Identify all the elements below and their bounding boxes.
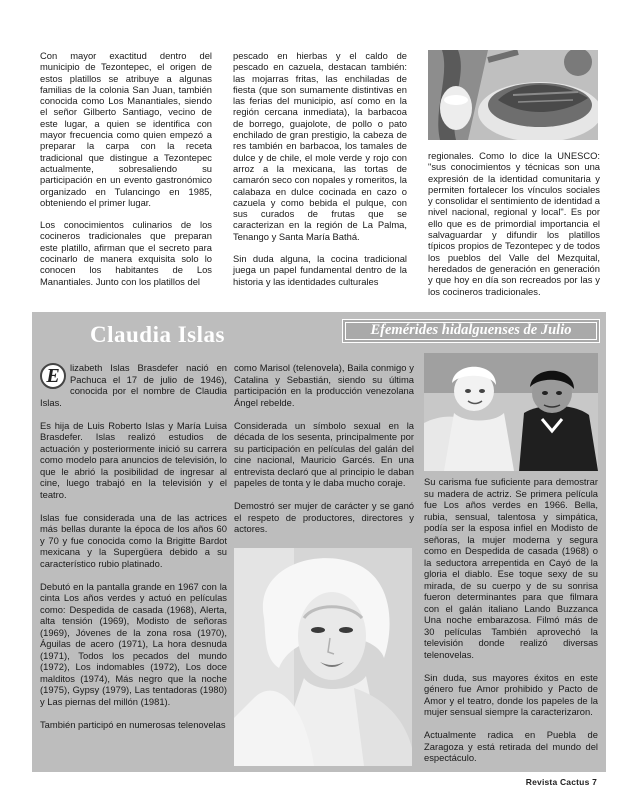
- biography-paragraph: Es hija de Luis Roberto Islas y María Luisa Brasdefer. Islas realizó estudios de actuación y posteriormente inició su carrera como modelo para anuncios de televisión, lo que le abrió la posibilidad de ingresar al cine, luego trabajó en la televisión y el teatro.: [40, 419, 227, 500]
- portrait-photo: [234, 548, 412, 766]
- article-column-3: [428, 150, 600, 308]
- article-paragraph: Con mayor exactitud dentro del municipio de Tezontepec, el origen de estos platillos se atribuye a algunas familias de la colonia San Juan, también conocida como Los Manantiales, siendo el señor Gilberto Santiago, vecino de este lugar, a quien se identifica con mayor frecuencia como quien empezó a preparar la carpa con la receta tradicional que distingue a Tezontepec actualmente, sobresaliendo su participación en un evento gastronómico organizado en Tulancingo en 1985, obteniendo el primer lugar.: [40, 50, 212, 208]
- biography-intro-text: lizabeth Islas Brasdefer nació en Pachuca el 17 de julio de 1946), conocida por el nombre de Claudia Islas.: [40, 362, 227, 408]
- biography-paragraph: Debutó en la pantalla grande en 1967 con la cinta Los años verdes y actuó en películas como: Despedida de casada (1968), Alerta, alta tensión (1969), Modisto de señoras (1969), Jóvenes de la zona rosa (1970), Águilas de acero (1971), La hora desnuda (1971), Todos los pecados del mundo (1972), Los indomables (1972), Los doce malditos (1974), Más negro que la noche (1975), Gypsy (1979), Las tentadoras (1980) y Las piernas del millón (1981).: [40, 580, 227, 707]
- biography-paragraph: Actualmente radica en Puebla de Zaragoza y está retirada del mundo del espectáculo.: [424, 729, 598, 763]
- couple-photo: [424, 353, 598, 471]
- biography-paragraph: Su carisma fue suficiente para demostrar su madera de actriz. Se primera película fue Los años verdes en 1966. Bella, rubia, sensual, talentosa y simpática, podía ser la esposa infiel en Modisto de señoras, la mujer moderna y segura como en Despedida de casada (1968) o la seductora arrepentida en Cayó de la gloria el diablo. Ese toque sexy de su mirada, de su cuerpo y de su sonrisa fueron determinantes para que filmara con el galán italiano Lando Buzzanca Una noche embarazosa. Filmó más de 30 películas También aprovechó la televisión donde realizó diversas telenovelas.: [424, 476, 598, 660]
- biography-paragraph: [40, 362, 227, 408]
- biography-paragraph: Demostró ser mujer de carácter y se ganó el respeto de productores, directores y actores.: [234, 500, 414, 534]
- biography-paragraph: como Marisol (telenovela), Baila conmigo y Catalina y Sebastián, siendo su última participación en la producción venezolana Ángel rebelde.: [234, 362, 414, 408]
- biography-paragraph: También participó en numerosas telenovelas: [40, 718, 226, 730]
- food-photo: [428, 50, 598, 140]
- magazine-name: Revista Cactus: [525, 777, 590, 787]
- biography-column-3: [424, 476, 598, 775]
- drop-cap: E: [40, 363, 66, 389]
- biography-column-1: [40, 362, 227, 742]
- portrait-photo-illustration: [234, 548, 412, 766]
- article-column-2: [233, 50, 407, 298]
- page-number: 7: [592, 777, 597, 787]
- biography-paragraph: Sin duda, sus mayores éxitos en este género fue Amor prohibido y Pacto de Amor y el teatro, donde los papeles de la mujer sensual siempre la caracterizaron.: [424, 671, 598, 717]
- article-paragraph: pescado en hierbas y el caldo de pescado en cazuela, destacan también: las mojarras fritas, las enchiladas de fiesta (que son sumamente distintivas en las ferias del municipio, así como en la región cercana inmediata), la barbacoa de borrego, guajolote, de pollo o pato enchilado de gran prestigio, la cabeza de res también en barbacoa, los tamales de dulce y de chile, el mole verde y rojo con arroz a la mexicana, las tortas de camarón seco con nopales y romeritos, la calabaza en dulce cocinada en cazo o cazuela y como bebida el pulque, con sus curados de frutas que se caracterizan en la región de La Palma, Tenango y Santa María Bathá.: [233, 50, 407, 242]
- page-footer: [526, 777, 597, 787]
- couple-photo-illustration: [424, 353, 598, 471]
- section-label: Efemérides hidalguenses de Julio: [370, 322, 572, 338]
- article-paragraph: regionales. Como lo dice la UNESCO: "sus conocimientos y técnicas son una expresión de la identidad comunitaria y permiten fortalecer los vínculos sociales y consolidar el sentimiento de identidad a nivel nacional, regional y local". Es por ello que es de primordial importancia el salvaguardar y difundir los platillos típicos propios de Tezontepec y de todos los pueblos del Valle del Mezquital, heredados de generación en generación y que hoy en día son recreados por las y los cocineros tradicionales.: [428, 150, 600, 297]
- biography-title: Claudia Islas: [90, 322, 225, 347]
- article-column-1: [40, 50, 212, 298]
- article-paragraph: Los conocimientos culinarios de los cocineros tradicionales que preparan este platillo, afirman que el secreto para cocinarlo de manera exquisita solo lo conocen los habitantes de Los Manantiales. Junto con los platillos del: [40, 219, 212, 287]
- food-photo-illustration: [428, 50, 598, 140]
- biography-paragraph: Considerada un símbolo sexual en la década de los sesenta, principalmente por su participación en películas del galán del cine nacional, Mauricio Garcés. En una entrevista declaró que al principio le daban papeles de tonta y le daba mucho coraje.: [234, 419, 414, 488]
- biography-column-2: [234, 362, 414, 546]
- biography-paragraph: Islas fue considerada una de las actrices más bellas durante la época de los años 60 y 70 y fue conocida como la Brigitte Bardot mexicana y la Supergüera debido a su característico rubio platinado.: [40, 511, 227, 569]
- article-paragraph: Sin duda alguna, la cocina tradicional juega un papel fundamental dentro de la historia y las identidades culturales: [233, 253, 407, 287]
